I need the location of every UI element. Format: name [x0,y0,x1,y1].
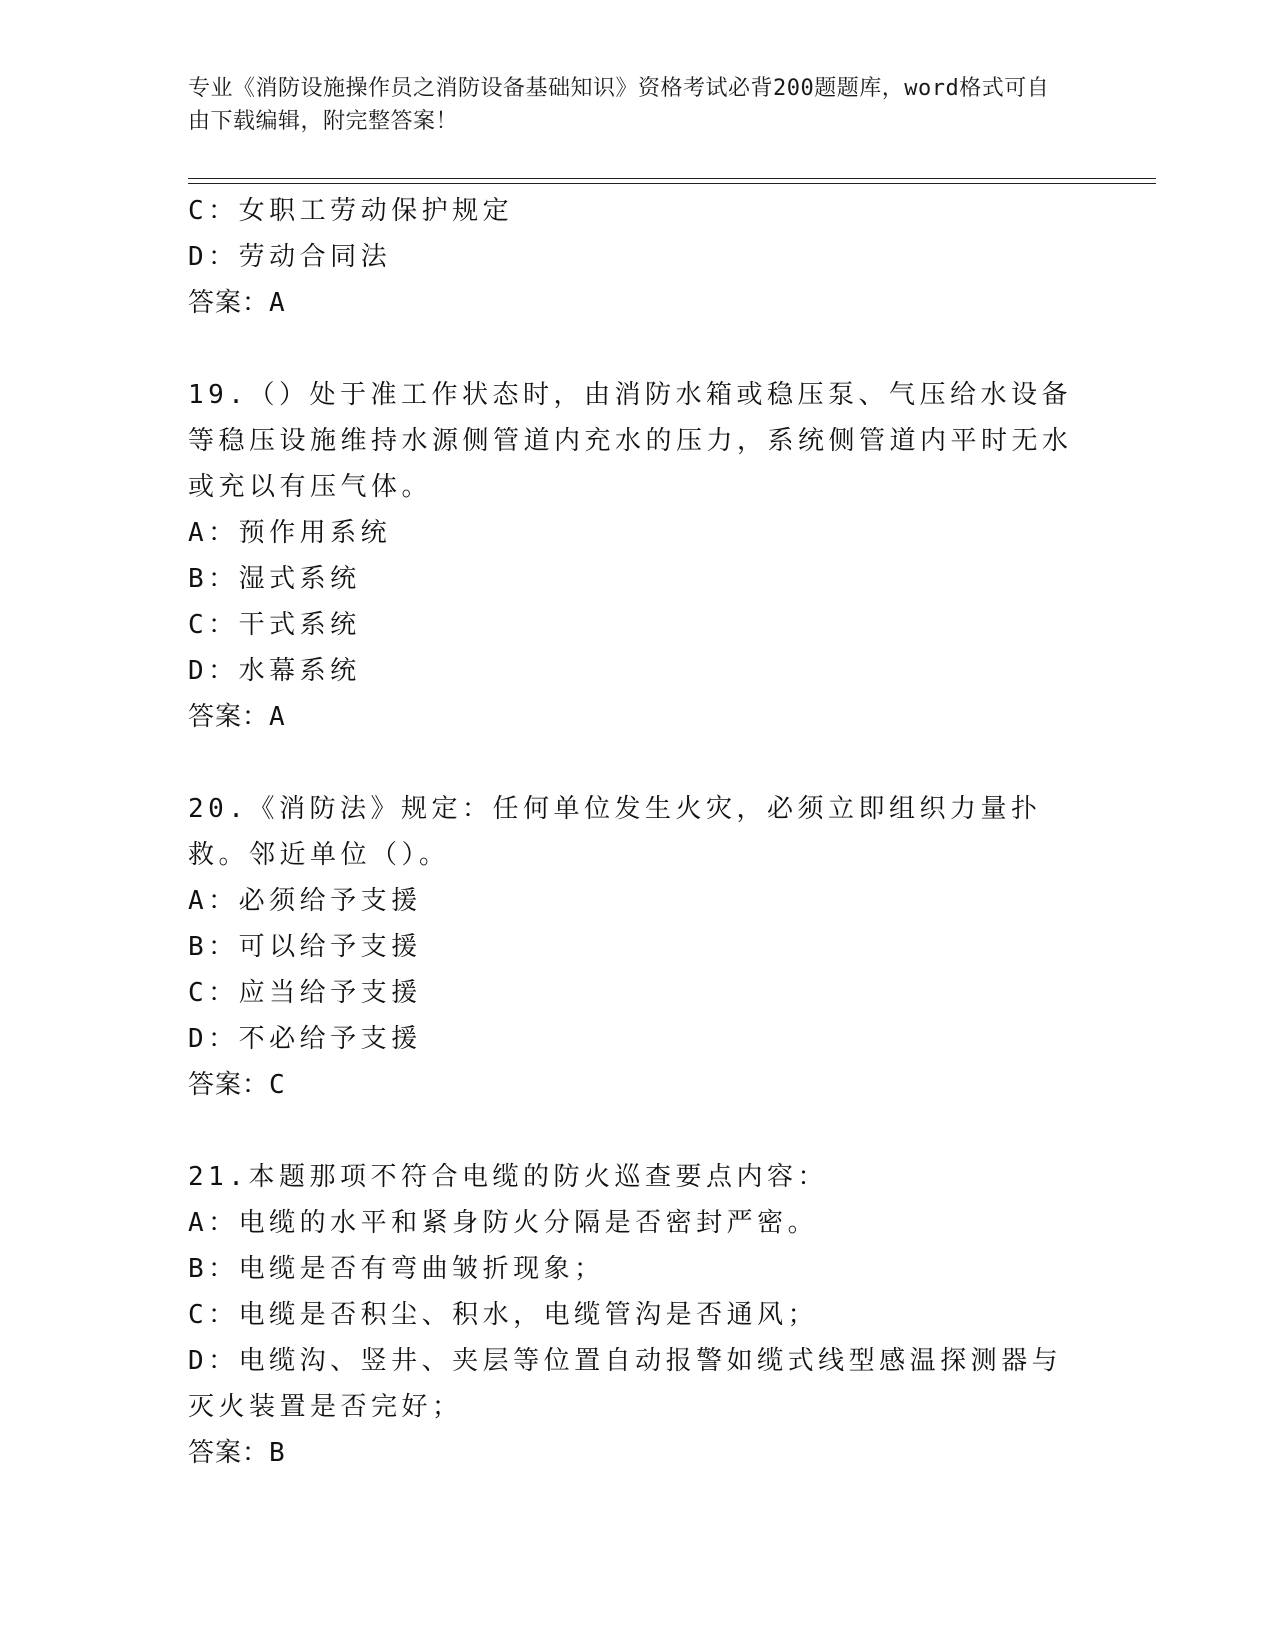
option-c: C：女职工劳动保护规定 [188,196,514,226]
question-21 [188,1154,1088,1476]
option-a: A：预作用系统 [188,518,392,548]
option-a: A：必须给予支援 [188,886,422,916]
answer-line: 答案：A [188,288,286,318]
option-d: D：电缆沟、竖井、夹层等位置自动报警如缆式线型感温探测器与灭火装置是否完好； [188,1346,1063,1422]
question-list [188,188,1088,1476]
question-20 [188,786,1088,1108]
option-b: B：湿式系统 [188,564,361,594]
question-19 [188,372,1088,740]
option-b: B：电缆是否有弯曲皱折现象； [188,1254,605,1284]
question-stem: 21.本题那项不符合电缆的防火巡查要点内容： [188,1162,828,1192]
header-divider-top [188,178,1156,179]
answer-line: 答案：A [188,702,286,732]
answer-line: 答案：C [188,1070,286,1100]
option-d: D：不必给予支援 [188,1024,422,1054]
option-c: C：应当给予支援 [188,978,422,1008]
document-header: 专业《消防设施操作员之消防设备基础知识》资格考试必背200题题库，word格式可自由下载编辑，附完整答案！ [188,76,1050,134]
answer-line: 答案：B [188,1438,286,1468]
option-c: C：干式系统 [188,610,361,640]
option-b: B：可以给予支援 [188,932,422,962]
question-stem: 19.（）处于准工作状态时，由消防水箱或稳压泵、气压给水设备等稳压设施维持水源侧管道内充水的压力，系统侧管道内平时无水或充以有压气体。 [188,380,1073,502]
option-d: D：水幕系统 [188,656,361,686]
question-fragment [188,188,1088,326]
header-divider-bottom [188,183,1156,184]
question-stem: 20.《消防法》规定：任何单位发生火灾，必须立即组织力量扑救。邻近单位（）。 [188,794,1042,870]
option-a: A：电缆的水平和紧身防火分隔是否密封严密。 [188,1208,819,1238]
option-d: D：劳动合同法 [188,242,392,272]
option-c: C：电缆是否积尘、积水，电缆管沟是否通风； [188,1300,819,1330]
